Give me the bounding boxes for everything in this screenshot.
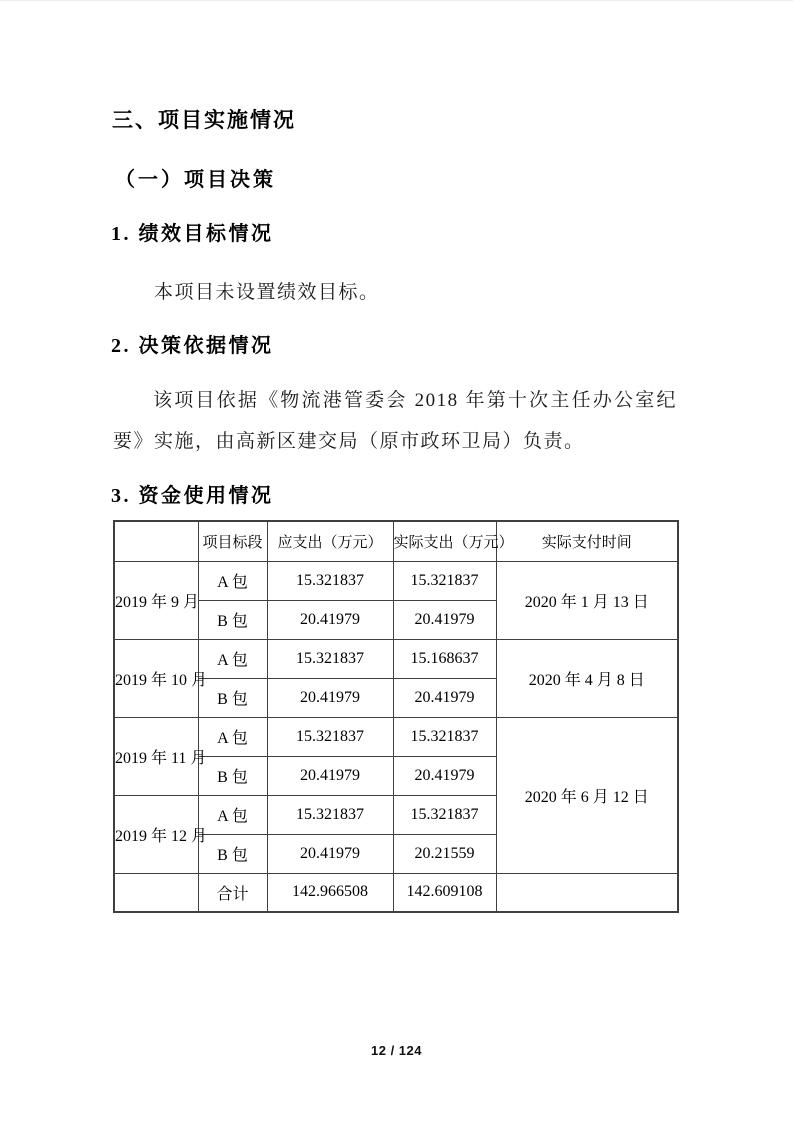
due-cell: 20.41979 [267, 678, 393, 717]
table-header-row [114, 521, 678, 561]
segment-cell: A 包 [198, 639, 267, 678]
month-cell: 2019 年 12 月 [114, 795, 198, 873]
section1-title: 1. 绩效目标情况 [111, 223, 274, 245]
total-paydate-empty-cell [496, 873, 678, 912]
table-row [114, 639, 678, 678]
heading-level1: 三、项目实施情况 [112, 109, 296, 132]
actual-cell: 15.321837 [393, 795, 496, 834]
actual-cell: 20.41979 [393, 600, 496, 639]
header-cell-due: 应支出（万元） [267, 521, 393, 561]
fund-usage-table [113, 520, 679, 913]
page-number: 12 / 124 [371, 1043, 422, 1058]
actual-cell: 15.321837 [393, 717, 496, 756]
due-cell: 15.321837 [267, 717, 393, 756]
section2-body [113, 380, 677, 462]
section2-body-line2: 要》实施，由高新区建交局（原市政环卫局）负责。 [113, 431, 585, 452]
actual-cell: 20.21559 [393, 834, 496, 873]
segment-cell: A 包 [198, 795, 267, 834]
month-cell: 2019 年 9 月 [114, 561, 198, 639]
paydate-cell: 2020 年 6 月 12 日 [496, 717, 678, 873]
header-cell-segment: 项目标段 [198, 521, 267, 561]
header-cell-empty [114, 521, 198, 561]
due-cell: 20.41979 [267, 756, 393, 795]
total-actual-cell: 142.609108 [393, 873, 496, 912]
table-row [114, 717, 678, 756]
actual-cell: 15.168637 [393, 639, 496, 678]
total-empty-cell [114, 873, 198, 912]
due-cell: 15.321837 [267, 561, 393, 600]
paydate-cell: 2020 年 1 月 13 日 [496, 561, 678, 639]
due-cell: 15.321837 [267, 795, 393, 834]
segment-cell: B 包 [198, 600, 267, 639]
segment-cell: A 包 [198, 561, 267, 600]
section2-body-line1: 该项目依据《物流港管委会 2018 年第十次主任办公室纪 [153, 390, 677, 411]
due-cell: 20.41979 [267, 600, 393, 639]
due-cell: 15.321837 [267, 639, 393, 678]
actual-cell: 20.41979 [393, 756, 496, 795]
month-cell: 2019 年 10 月 [114, 639, 198, 717]
section2-title: 2. 决策依据情况 [111, 335, 274, 357]
header-cell-paydate: 实际支付时间 [496, 521, 678, 561]
total-due-cell: 142.966508 [267, 873, 393, 912]
segment-cell: A 包 [198, 717, 267, 756]
table-total-row [114, 873, 678, 912]
segment-cell: B 包 [198, 756, 267, 795]
due-cell: 20.41979 [267, 834, 393, 873]
total-label-cell: 合计 [198, 873, 267, 912]
heading-level2: （一）项目决策 [115, 169, 276, 191]
section1-body: 本项目未设置绩效目标。 [154, 282, 380, 303]
segment-cell: B 包 [198, 678, 267, 717]
month-cell: 2019 年 11 月 [114, 717, 198, 795]
actual-cell: 15.321837 [393, 561, 496, 600]
section3-title: 3. 资金使用情况 [111, 485, 274, 507]
actual-cell: 20.41979 [393, 678, 496, 717]
segment-cell: B 包 [198, 834, 267, 873]
paydate-cell: 2020 年 4 月 8 日 [496, 639, 678, 717]
table-row [114, 561, 678, 600]
header-cell-actual: 实际支出（万元） [393, 521, 496, 561]
